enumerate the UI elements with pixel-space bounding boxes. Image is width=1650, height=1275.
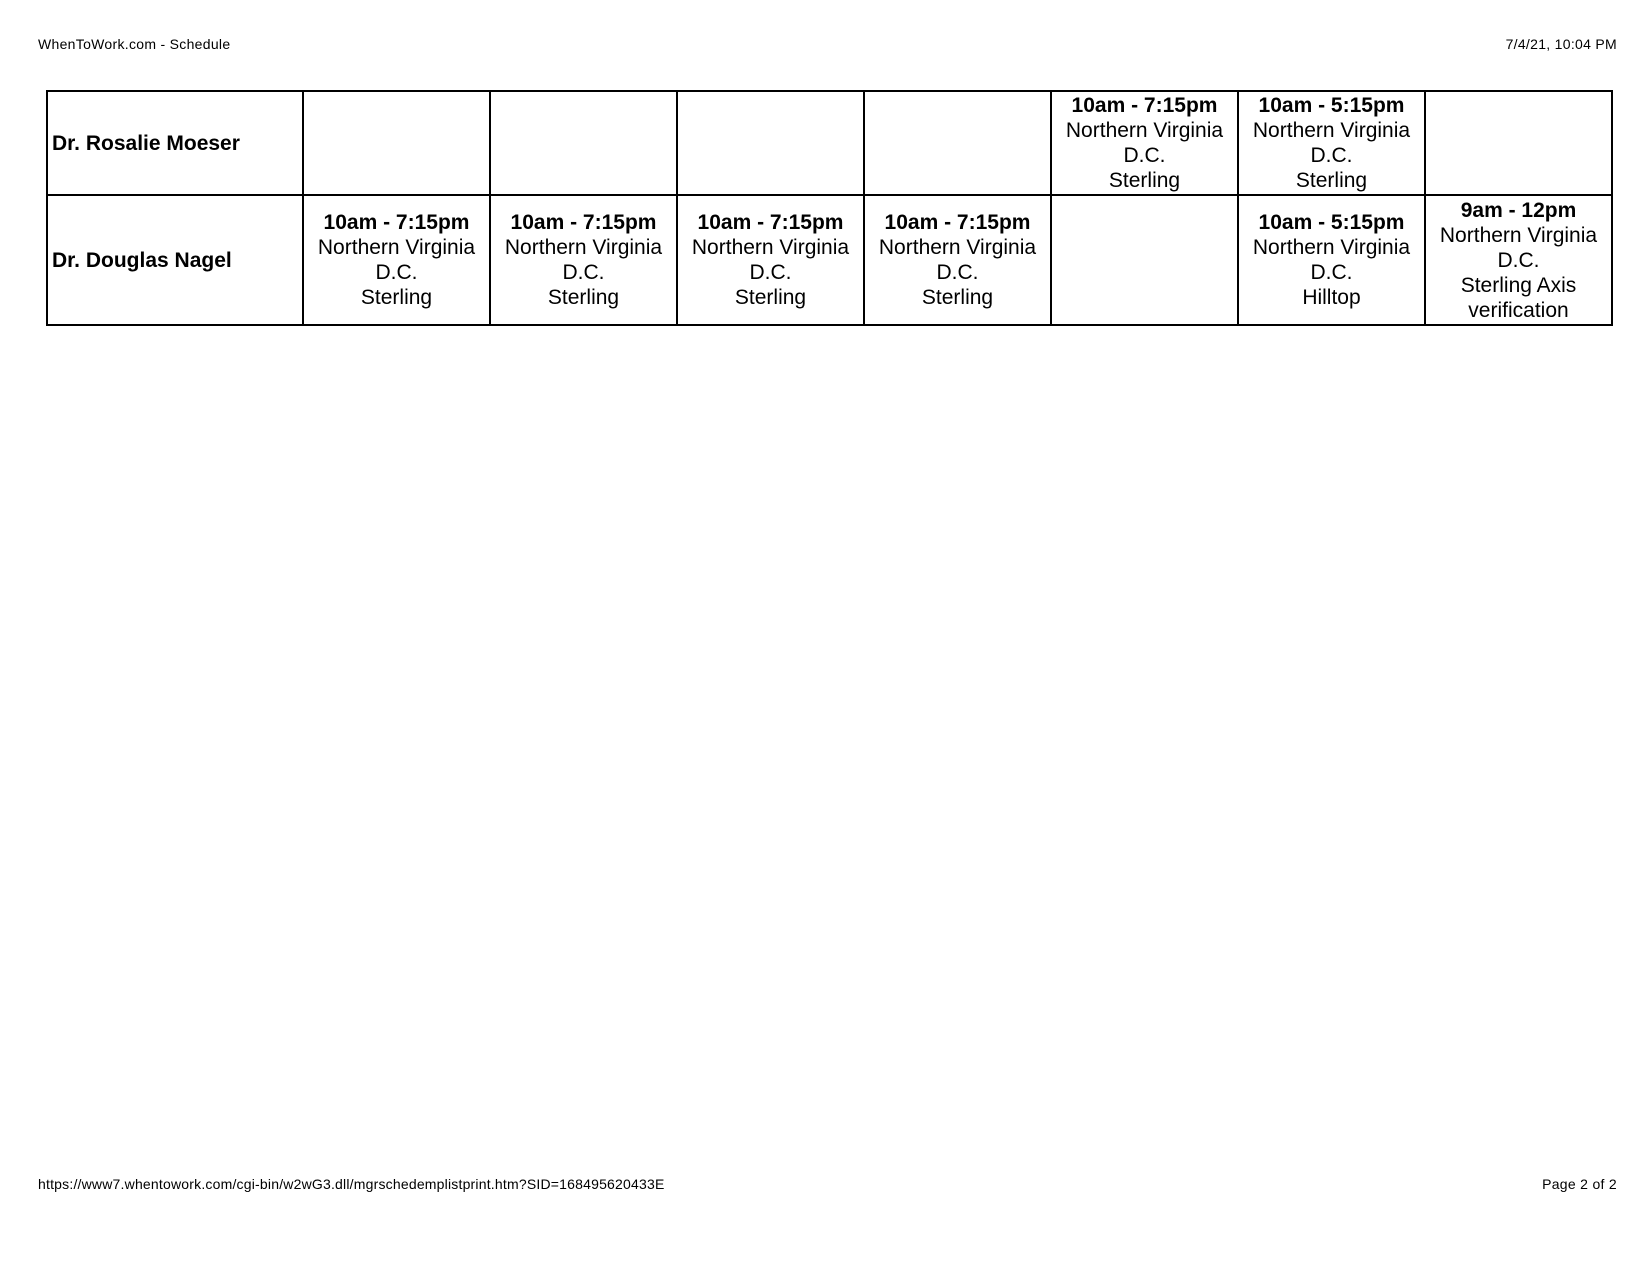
shift-cell [864,195,1051,325]
print-footer-page-number: Page 2 of 2 [1542,1176,1617,1192]
shift-cell [1425,195,1612,325]
shift-time: 10am - 7:15pm [510,211,657,234]
shift-cell [677,195,864,325]
shift-location: Northern Virginia [504,236,663,259]
employee-name: Dr. Douglas Nagel [47,195,303,325]
shift-cell [303,91,490,195]
shift-location: Sterling [921,286,994,309]
shift-time: 10am - 7:15pm [323,211,470,234]
shift-location: Sterling [547,286,620,309]
shift-cell [1238,91,1425,195]
shift-location: Sterling [734,286,807,309]
shift-location: Hilltop [1302,286,1361,309]
shift-cell [490,91,677,195]
shift-time: 10am - 7:15pm [697,211,844,234]
shift-location: Sterling [1295,169,1368,192]
shift-location: Northern Virginia [1439,223,1598,247]
print-header-title: WhenToWork.com - Schedule [38,36,231,52]
shift-time: 10am - 7:15pm [884,211,1031,234]
shift-location: Northern Virginia [691,236,850,259]
shift-location: Northern Virginia [1252,236,1411,259]
shift-cell [677,91,864,195]
shift-time: 9am - 12pm [1460,198,1577,222]
shift-location: D.C. [375,261,418,284]
print-header-datetime: 7/4/21, 10:04 PM [1505,36,1617,52]
shift-location: Northern Virginia [1252,119,1411,142]
shift-location: Northern Virginia [878,236,1037,259]
table-row [47,195,1612,325]
shift-location: D.C. [749,261,792,284]
shift-time: 10am - 7:15pm [1071,94,1218,117]
shift-location: verification [1468,298,1569,322]
schedule-table [46,90,1613,326]
shift-location: Sterling [1108,169,1181,192]
shift-location: Sterling Axis [1460,273,1577,297]
shift-location: D.C. [1123,144,1166,167]
shift-cell [1425,91,1612,195]
table-row [47,91,1612,195]
shift-location: D.C. [562,261,605,284]
employee-name: Dr. Rosalie Moeser [47,91,303,195]
shift-cell [303,195,490,325]
shift-cell [1051,195,1238,325]
shift-cell [1051,91,1238,195]
shift-location: Northern Virginia [1065,119,1224,142]
shift-location: D.C. [1310,144,1353,167]
shift-cell [1238,195,1425,325]
shift-location: Northern Virginia [317,236,476,259]
shift-cell [490,195,677,325]
shift-location: D.C. [1497,248,1540,272]
shift-cell [864,91,1051,195]
shift-location: D.C. [936,261,979,284]
shift-time: 10am - 5:15pm [1258,211,1405,234]
shift-time: 10am - 5:15pm [1258,94,1405,117]
shift-location: Sterling [360,286,433,309]
print-footer-url: https://www7.whentowork.com/cgi-bin/w2wG3.dll/mgrschedemplistprint.htm?SID=168495620433E [38,1176,665,1192]
shift-location: D.C. [1310,261,1353,284]
